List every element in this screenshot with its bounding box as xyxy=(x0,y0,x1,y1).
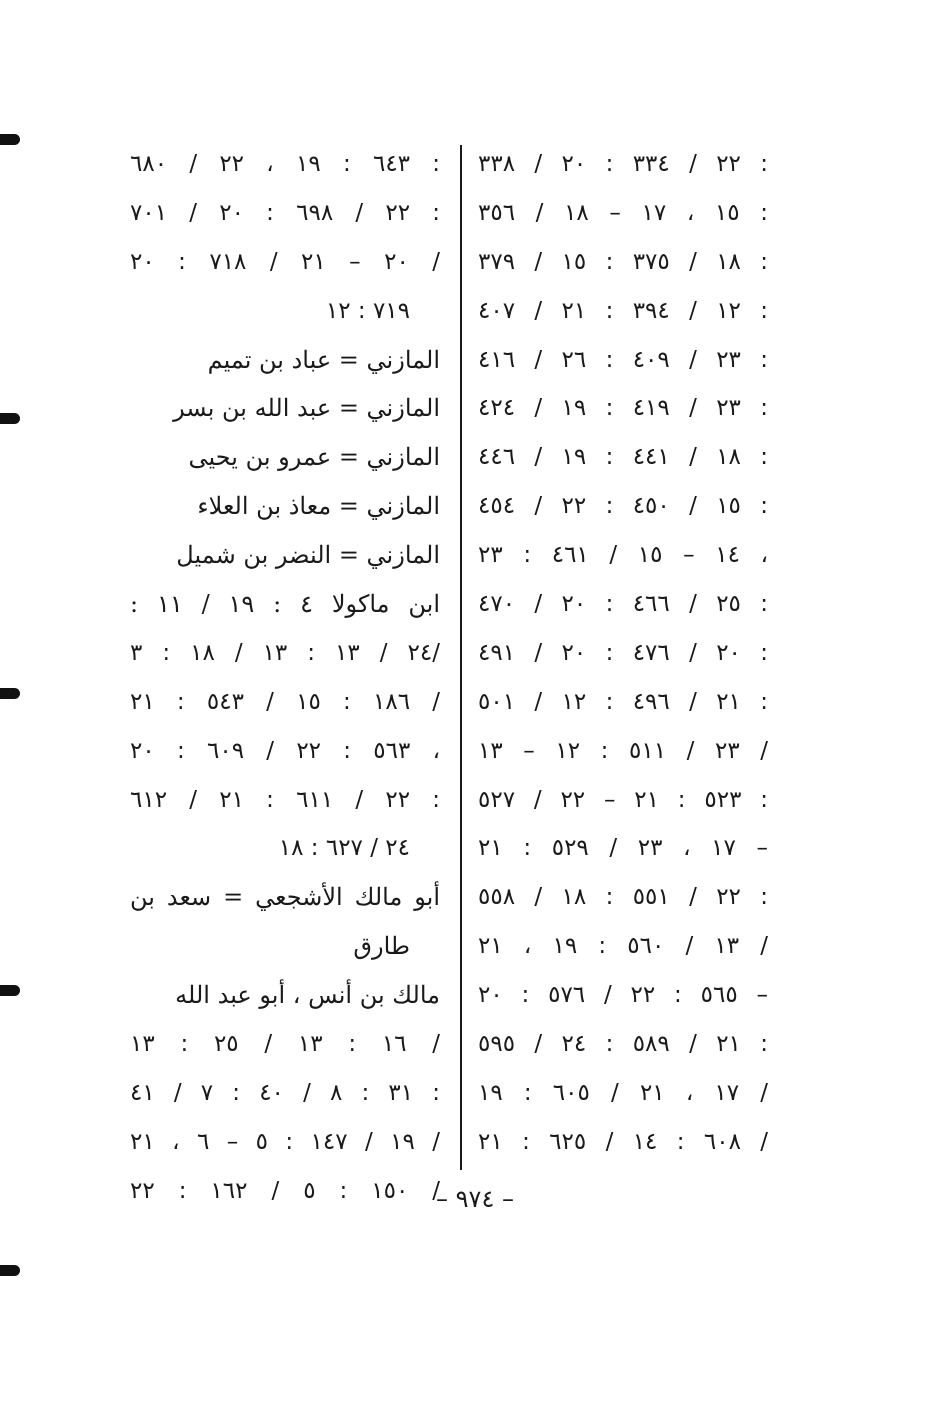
index-line: ١٥٠ : ٥ / ١٦٢ : ٢٢ / xyxy=(130,1177,441,1204)
binding-mark xyxy=(0,134,20,145)
index-entry-heading: أبو مالك الأشجعي = سعد بن xyxy=(130,883,440,912)
index-line: ٦٤٣ : ١٩ ، ٢٢ / ٦٨٠ : xyxy=(130,151,441,177)
index-line: ٥٢٣ : ٢١ – ٢٢ / ٥٢٧ : xyxy=(478,786,768,813)
binding-mark xyxy=(0,413,20,424)
index-line: ٢٣ / ٤١٩ : ١٩ / ٤٢٤ : xyxy=(478,395,769,422)
page-number: – ٩٧٤ – xyxy=(436,1185,514,1213)
index-entry-heading: المازني = عمرو بن يحيى xyxy=(188,443,440,472)
index-line: ١٨٦ : ١٥ / ٥٤٣ : ٢١ / xyxy=(130,688,441,715)
index-line: ٥٦٥ : ٢٢ / ٥٧٦ : ٢٠ – xyxy=(478,982,768,1009)
index-line: ٢٢ / ٥٥١ : ١٨ / ٥٥٨ : xyxy=(478,884,769,911)
left-index-column xyxy=(130,140,440,1216)
index-line: ٢٠ / ٤٧٦ : ٢٠ / ٤٩١ : xyxy=(478,639,769,666)
index-line: ٢١ / ٥٨٩ : ٢٤ / ٥٩٥ : xyxy=(478,1031,769,1058)
index-line: ٢٢ / ٦٩٨ : ٢٠ / ٧٠١ : xyxy=(130,199,441,226)
index-line: ٦٠٨ : ١٤ / ٦٢٥ : ٢١ / xyxy=(478,1128,769,1155)
index-line: ٥٦٣ : ٢٢ / ٦٠٩ : ٢٠ ، xyxy=(130,737,441,764)
binding-mark xyxy=(0,688,20,699)
binding-mark xyxy=(0,985,20,996)
binding-mark xyxy=(0,1265,20,1276)
index-line: ١٥ ، ١٧ – ١٨ / ٣٥٦ : xyxy=(478,199,769,226)
index-line: ١٤ – ١٥ / ٤٦١ : ٢٣ ، xyxy=(478,542,769,569)
index-entry-heading: طارق xyxy=(353,932,410,961)
index-line: ١٢ / ٣٩٤ : ٢١ / ٤٠٧ : xyxy=(478,297,769,324)
index-line: ١٩ / ١٤٧ : ٥ – ٦ ، ٢١ / xyxy=(130,1128,441,1155)
index-entry-heading: المازني = عبد الله بن بسر xyxy=(173,394,440,423)
index-line: ٧١٩ : ١٢ xyxy=(325,297,410,324)
index-line: ١٧ ، ٢٣ / ٥٢٩ : ٢١ – xyxy=(478,835,769,862)
index-line: ٣١ : ٨ / ٤٠ : ٧ / ٤١ : xyxy=(130,1079,441,1106)
index-line: ١٨ / ٤٤١ : ١٩ / ٤٤٦ : xyxy=(478,444,769,471)
index-line: ٢٤ / ١٣ : ١٣ / ١٨ : ٣/ xyxy=(130,639,440,666)
index-entry-heading: المازني = عباد بن تميم xyxy=(207,345,440,374)
index-entry-heading: المازني = معاذ بن العلاء xyxy=(197,492,440,521)
index-line: ٢٢ / ٦١١ : ٢١ / ٦١٢ : xyxy=(130,786,441,813)
right-index-column xyxy=(478,140,768,1167)
index-line: ٢٣ / ٥١١ : ١٢ – ١٣ / xyxy=(478,737,769,764)
index-line: ٢٥ / ٤٦٦ : ٢٠ / ٤٧٠ : xyxy=(478,591,769,618)
index-line: ٢٢ / ٣٣٤ : ٢٠ / ٣٣٨ : xyxy=(478,151,769,177)
column-divider xyxy=(460,145,462,1170)
index-line: ١٨ / ٣٧٥ : ١٥ / ٣٧٩ : xyxy=(478,248,769,275)
index-line: ٢٣ / ٤٠٩ : ٢٦ / ٤١٦ : xyxy=(478,346,769,373)
index-entry-heading: ابن ماكولا ٤ : ١٩ / ١١ : xyxy=(130,590,441,619)
index-line: ١٣ / ٥٦٠ : ١٩ ، ٢١ / xyxy=(478,933,769,960)
index-entry-heading: المازني = النضر بن شميل xyxy=(176,541,440,570)
index-line: ٢٤ / ٦٢٧ : ١٨ xyxy=(278,835,410,862)
index-line: ٢١ / ٤٩٦ : ١٢ / ٥٠١ : xyxy=(478,688,769,715)
index-line: ١٥ / ٤٥٠ : ٢٢ / ٤٥٤ : xyxy=(478,493,769,520)
index-line: ١٧ ، ٢١ / ٦٠٥ : ١٩ / xyxy=(478,1079,769,1106)
index-entry-heading: مالك بن أنس ، أبو عبد الله xyxy=(175,981,440,1010)
index-line: ١٦ : ١٣ / ٢٥ : ١٣ / xyxy=(130,1031,441,1058)
index-line: ٢٠ – ٢١ / ٧١٨ : ٢٠ / xyxy=(130,248,441,275)
